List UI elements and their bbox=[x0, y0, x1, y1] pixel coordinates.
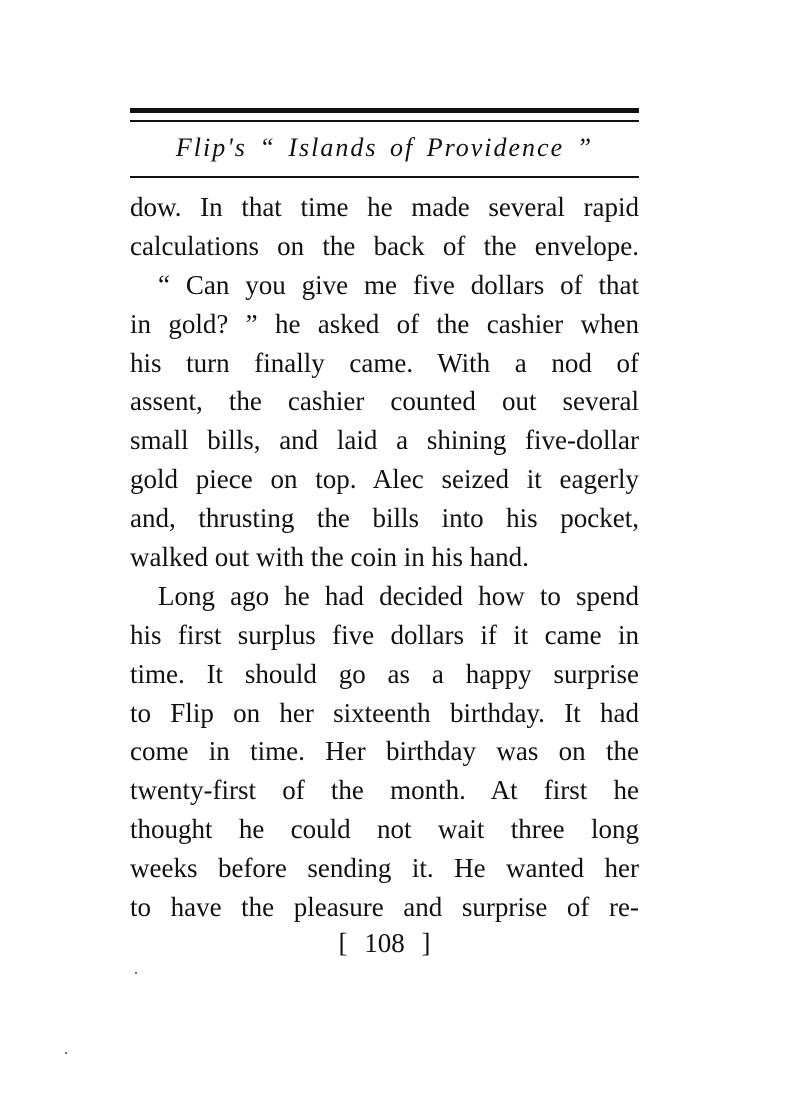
page-number: [ 108 ] bbox=[338, 928, 431, 958]
text-line: calculations on the back of the envelope. bbox=[130, 230, 639, 261]
text-line: thought he could not wait three long bbox=[130, 814, 639, 845]
ink-speck bbox=[65, 1052, 67, 1054]
text-line: “ Can you give me five dollars of that bbox=[158, 269, 639, 300]
text-line: time. It should go as a happy surprise bbox=[130, 658, 639, 689]
text-line: Long ago he had decided how to spend bbox=[158, 580, 639, 611]
running-head: Flip's “ Islands of Providence ” bbox=[175, 133, 594, 162]
header-rule-thin-bottom bbox=[130, 176, 639, 178]
text-line: gold piece on top. Alec seized it eagerly bbox=[130, 464, 639, 495]
ink-speck bbox=[135, 972, 137, 974]
text-line: assent, the cashier counted out several bbox=[130, 386, 639, 417]
text-line: walked out with the coin in his hand. bbox=[130, 542, 529, 573]
text-line: to Flip on her sixteenth birthday. It had bbox=[130, 697, 639, 728]
text-line: twenty-first of the month. At first he bbox=[130, 775, 639, 806]
header-rule-thin-top bbox=[130, 120, 639, 122]
text-line: his first surplus five dollars if it came in bbox=[130, 619, 639, 650]
text-line: his turn finally came. With a nod of bbox=[130, 347, 639, 378]
text-line: dow. In that time he made several rapid bbox=[130, 192, 639, 222]
text-line: and, thrusting the bills into his pocket, bbox=[130, 503, 639, 534]
header-rule-thick bbox=[130, 108, 639, 113]
text-line: to have the pleasure and surprise of re- bbox=[130, 892, 639, 923]
text-line: come in time. Her birthday was on the bbox=[130, 736, 639, 767]
text-line: in gold? ” he asked of the cashier when bbox=[130, 308, 639, 339]
text-line: small bills, and laid a shining five-dollar bbox=[130, 425, 639, 456]
text-line: weeks before sending it. He wanted her bbox=[130, 853, 639, 884]
body-text bbox=[130, 188, 639, 927]
